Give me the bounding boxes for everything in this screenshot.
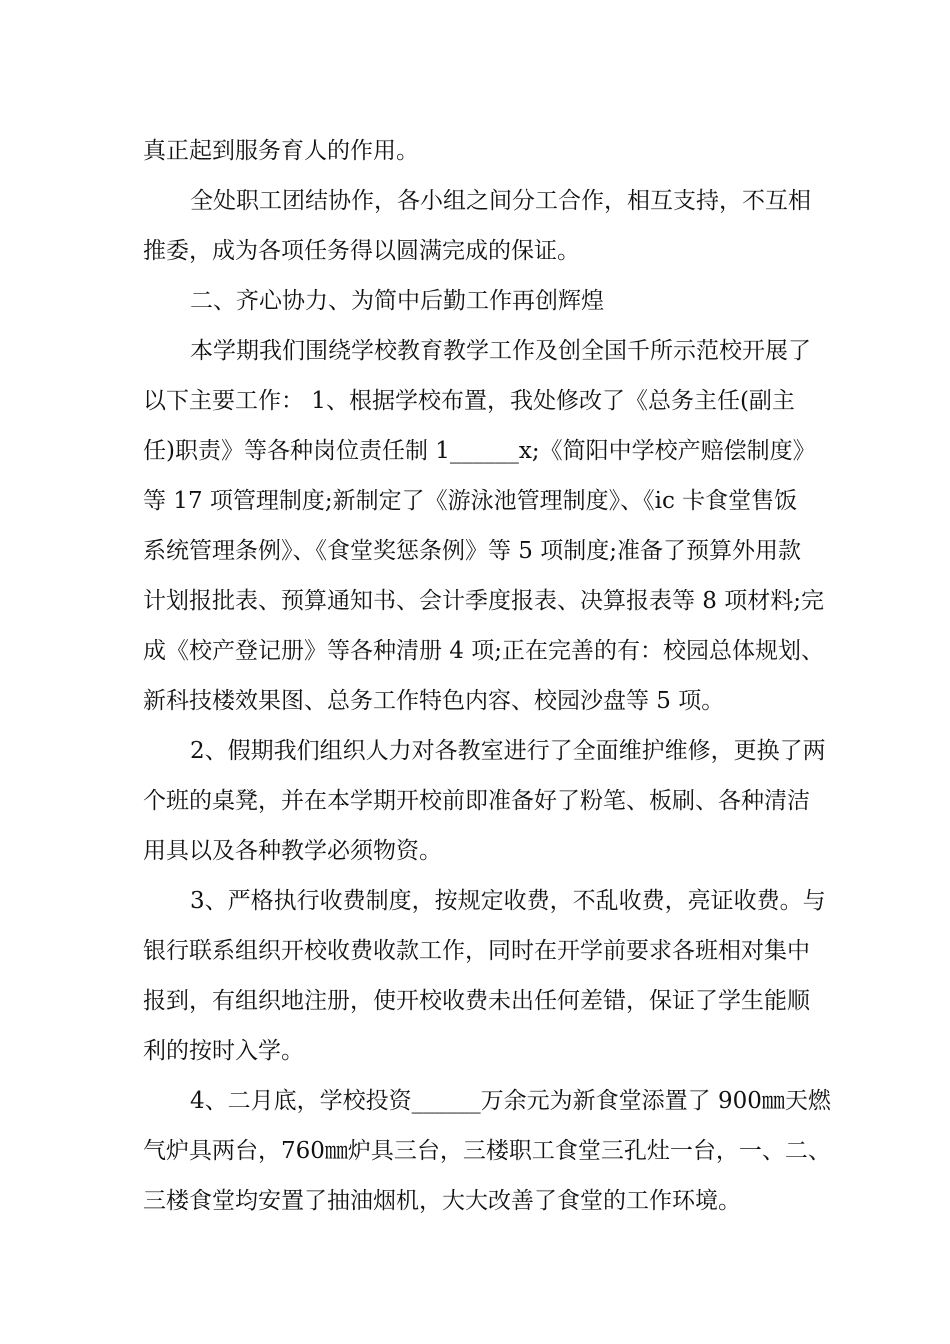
paragraph-line: 推委，成为各项任务得以圆满完成的保证。 xyxy=(143,238,580,264)
paragraph-line: 银行联系组织开校收费收款工作，同时在开学前要求各班相对集中 xyxy=(143,938,810,964)
paragraph-line: 等 17 项管理制度;新制定了《游泳池管理制度》、《ic 卡食堂售饭 xyxy=(143,488,798,514)
paragraph-line: 气炉具两台，760㎜炉具三台，三楼职工食堂三孔灶一台，一、二、 xyxy=(143,1138,831,1164)
paragraph-line: 3、严格执行收费制度，按规定收费，不乱收费，亮证收费。与 xyxy=(190,888,826,914)
paragraph-line: 三楼食堂均安置了抽油烟机，大大改善了食堂的工作环境。 xyxy=(143,1188,741,1214)
paragraph-line: 新科技楼效果图、总务工作特色内容、校园沙盘等 5 项。 xyxy=(143,688,725,714)
paragraph-line: 本学期我们围绕学校教育教学工作及创全国千所示范校开展了 xyxy=(190,338,811,364)
paragraph-line: 真正起到服务育人的作用。 xyxy=(143,138,419,164)
paragraph-line: 2、假期我们组织人力对各教室进行了全面维护维修，更换了两 xyxy=(190,738,826,764)
section-heading: 二、齐心协力、为简中后勤工作再创辉煌 xyxy=(190,288,604,314)
paragraph-line: 用具以及各种教学必须物资。 xyxy=(143,838,442,864)
paragraph-line: 计划报批表、预算通知书、会计季度报表、决算报表等 8 项材料;完 xyxy=(143,588,825,614)
paragraph-line: 任)职责》等各种岗位责任制 1______x;《简阳中学校产赔偿制度》 xyxy=(143,438,816,464)
paragraph-line: 利的按时入学。 xyxy=(143,1038,304,1064)
paragraph-line: 个班的桌凳，并在本学期开校前即准备好了粉笔、板刷、各种清洁 xyxy=(143,788,810,814)
paragraph-line: 全处职工团结协作，各小组之间分工合作，相互支持，不互相 xyxy=(190,188,811,214)
paragraph-line: 报到，有组织地注册，使开校收费未出任何差错，保证了学生能顺 xyxy=(143,988,810,1014)
paragraph-line: 以下主要工作： 1、根据学校布置，我处修改了《总务主任(副主 xyxy=(143,388,795,414)
paragraph-line: 成《校产登记册》等各种清册 4 项;正在完善的有：校园总体规划、 xyxy=(143,638,825,664)
paragraph-line: 4、二月底，学校投资______万余元为新食堂添置了 900㎜天燃 xyxy=(190,1088,831,1114)
paragraph-line: 系统管理条例》、《食堂奖惩条例》等 5 项制度;准备了预算外用款 xyxy=(143,538,802,564)
